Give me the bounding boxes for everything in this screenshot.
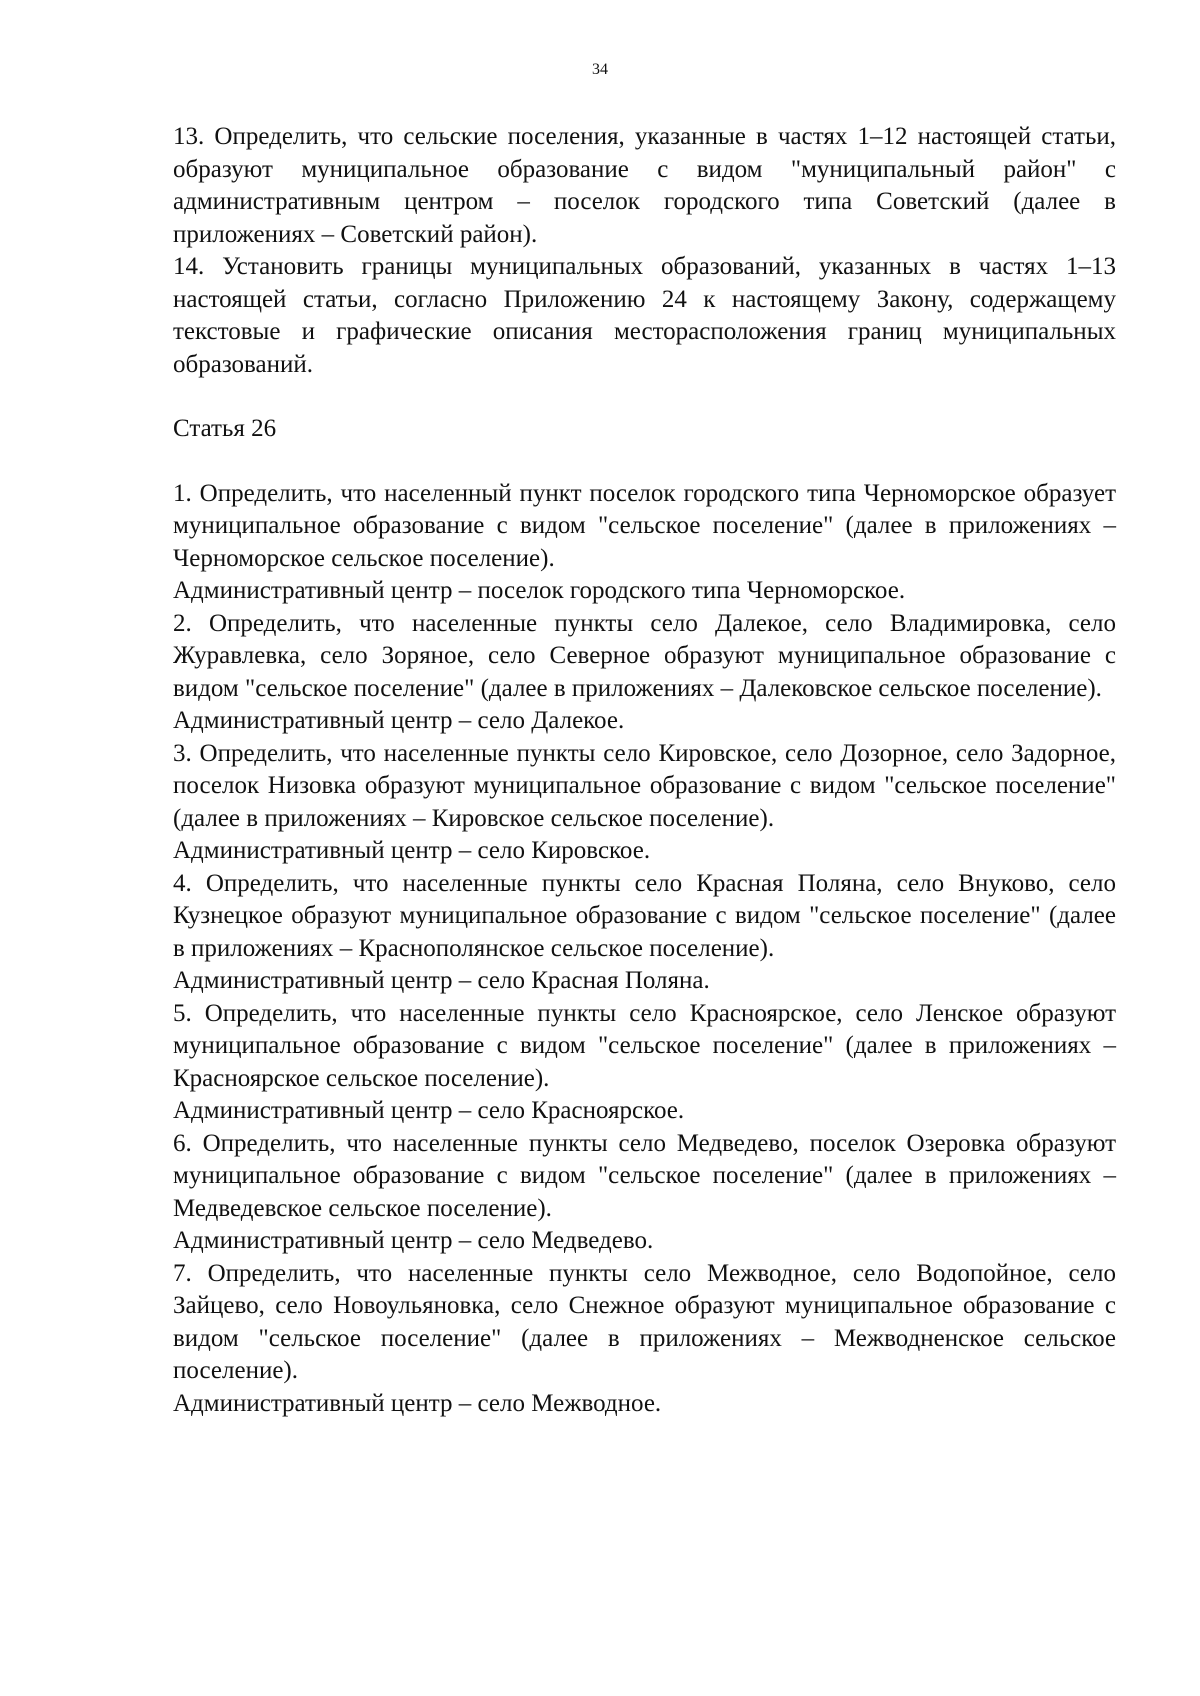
clause-2: 2. Определить, что населенные пункты село Далекое, село Владимировка, село Журавлевка, село Зоряное, село Северное образуют муниципальное образование с видом "сельское поселение" (далее в приложениях – Далековское сельское поселение). bbox=[173, 609, 1116, 702]
clause-1-admin-center: Административный центр – поселок городского типа Черноморское. bbox=[173, 577, 906, 604]
page-number: 34 bbox=[592, 61, 608, 78]
clause-5-admin-center: Административный центр – село Красноярское. bbox=[173, 1097, 685, 1124]
clause-1: 1. Определить, что населенный пункт поселок городского типа Черноморское образует муниципальное образование с видом "сельское поселение" (далее в приложениях – Черноморское сельское поселение). bbox=[173, 479, 1116, 572]
clause-6: 6. Определить, что населенные пункты село Медведево, поселок Озеровка образуют муниципальное образование с видом "сельское поселение" (далее в приложениях – Медведевское сельское поселение). bbox=[173, 1129, 1116, 1222]
clause-4-admin-center: Административный центр – село Красная Поляна. bbox=[173, 967, 710, 994]
clause-14: 14. Установить границы муниципальных образований, указанных в частях 1–13 настоящей статьи, согласно Приложению 24 к настоящему Закону, содержащему текстовые и графические описания месторасположения границ муниципальных образований. bbox=[173, 253, 1116, 378]
clause-6-admin-center: Административный центр – село Медведево. bbox=[173, 1227, 654, 1254]
document-body bbox=[173, 121, 1116, 1420]
clause-2-admin-center: Административный центр – село Далекое. bbox=[173, 707, 625, 734]
clause-4: 4. Определить, что населенные пункты село Красная Поляна, село Внуково, село Кузнецкое образуют муниципальное образование с видом "сельское поселение" (далее в приложениях – Краснополянское сельское поселение). bbox=[173, 869, 1116, 962]
clause-7-admin-center: Административный центр – село Межводное. bbox=[173, 1389, 662, 1417]
article-title: Статья 26 bbox=[173, 415, 277, 442]
clause-13: 13. Определить, что сельские поселения, указанные в частях 1–12 настоящей статьи, образуют муниципальное образование с видом "муниципальный район" с административным центром – поселок городского типа Советский (далее в приложениях – Советский район). bbox=[173, 123, 1116, 248]
clause-5: 5. Определить, что населенные пункты село Красноярское, село Ленское образуют муниципальное образование с видом "сельское поселение" (далее в приложениях – Красноярское сельское поселение). bbox=[173, 999, 1116, 1092]
clause-3-admin-center: Административный центр – село Кировское. bbox=[173, 837, 651, 864]
clause-7: 7. Определить, что населенные пункты село Межводное, село Водопойное, село Зайцево, село Новоульяновка, село Снежное образуют муниципальное образование с видом "сельское поселение" (далее в приложениях – Межводненское сельское поселение). bbox=[173, 1259, 1116, 1384]
clause-3: 3. Определить, что населенные пункты село Кировское, село Дозорное, село Задорное, поселок Низовка образуют муниципальное образование с видом "сельское поселение" (далее в приложениях – Кировское сельское поселение). bbox=[173, 739, 1116, 832]
